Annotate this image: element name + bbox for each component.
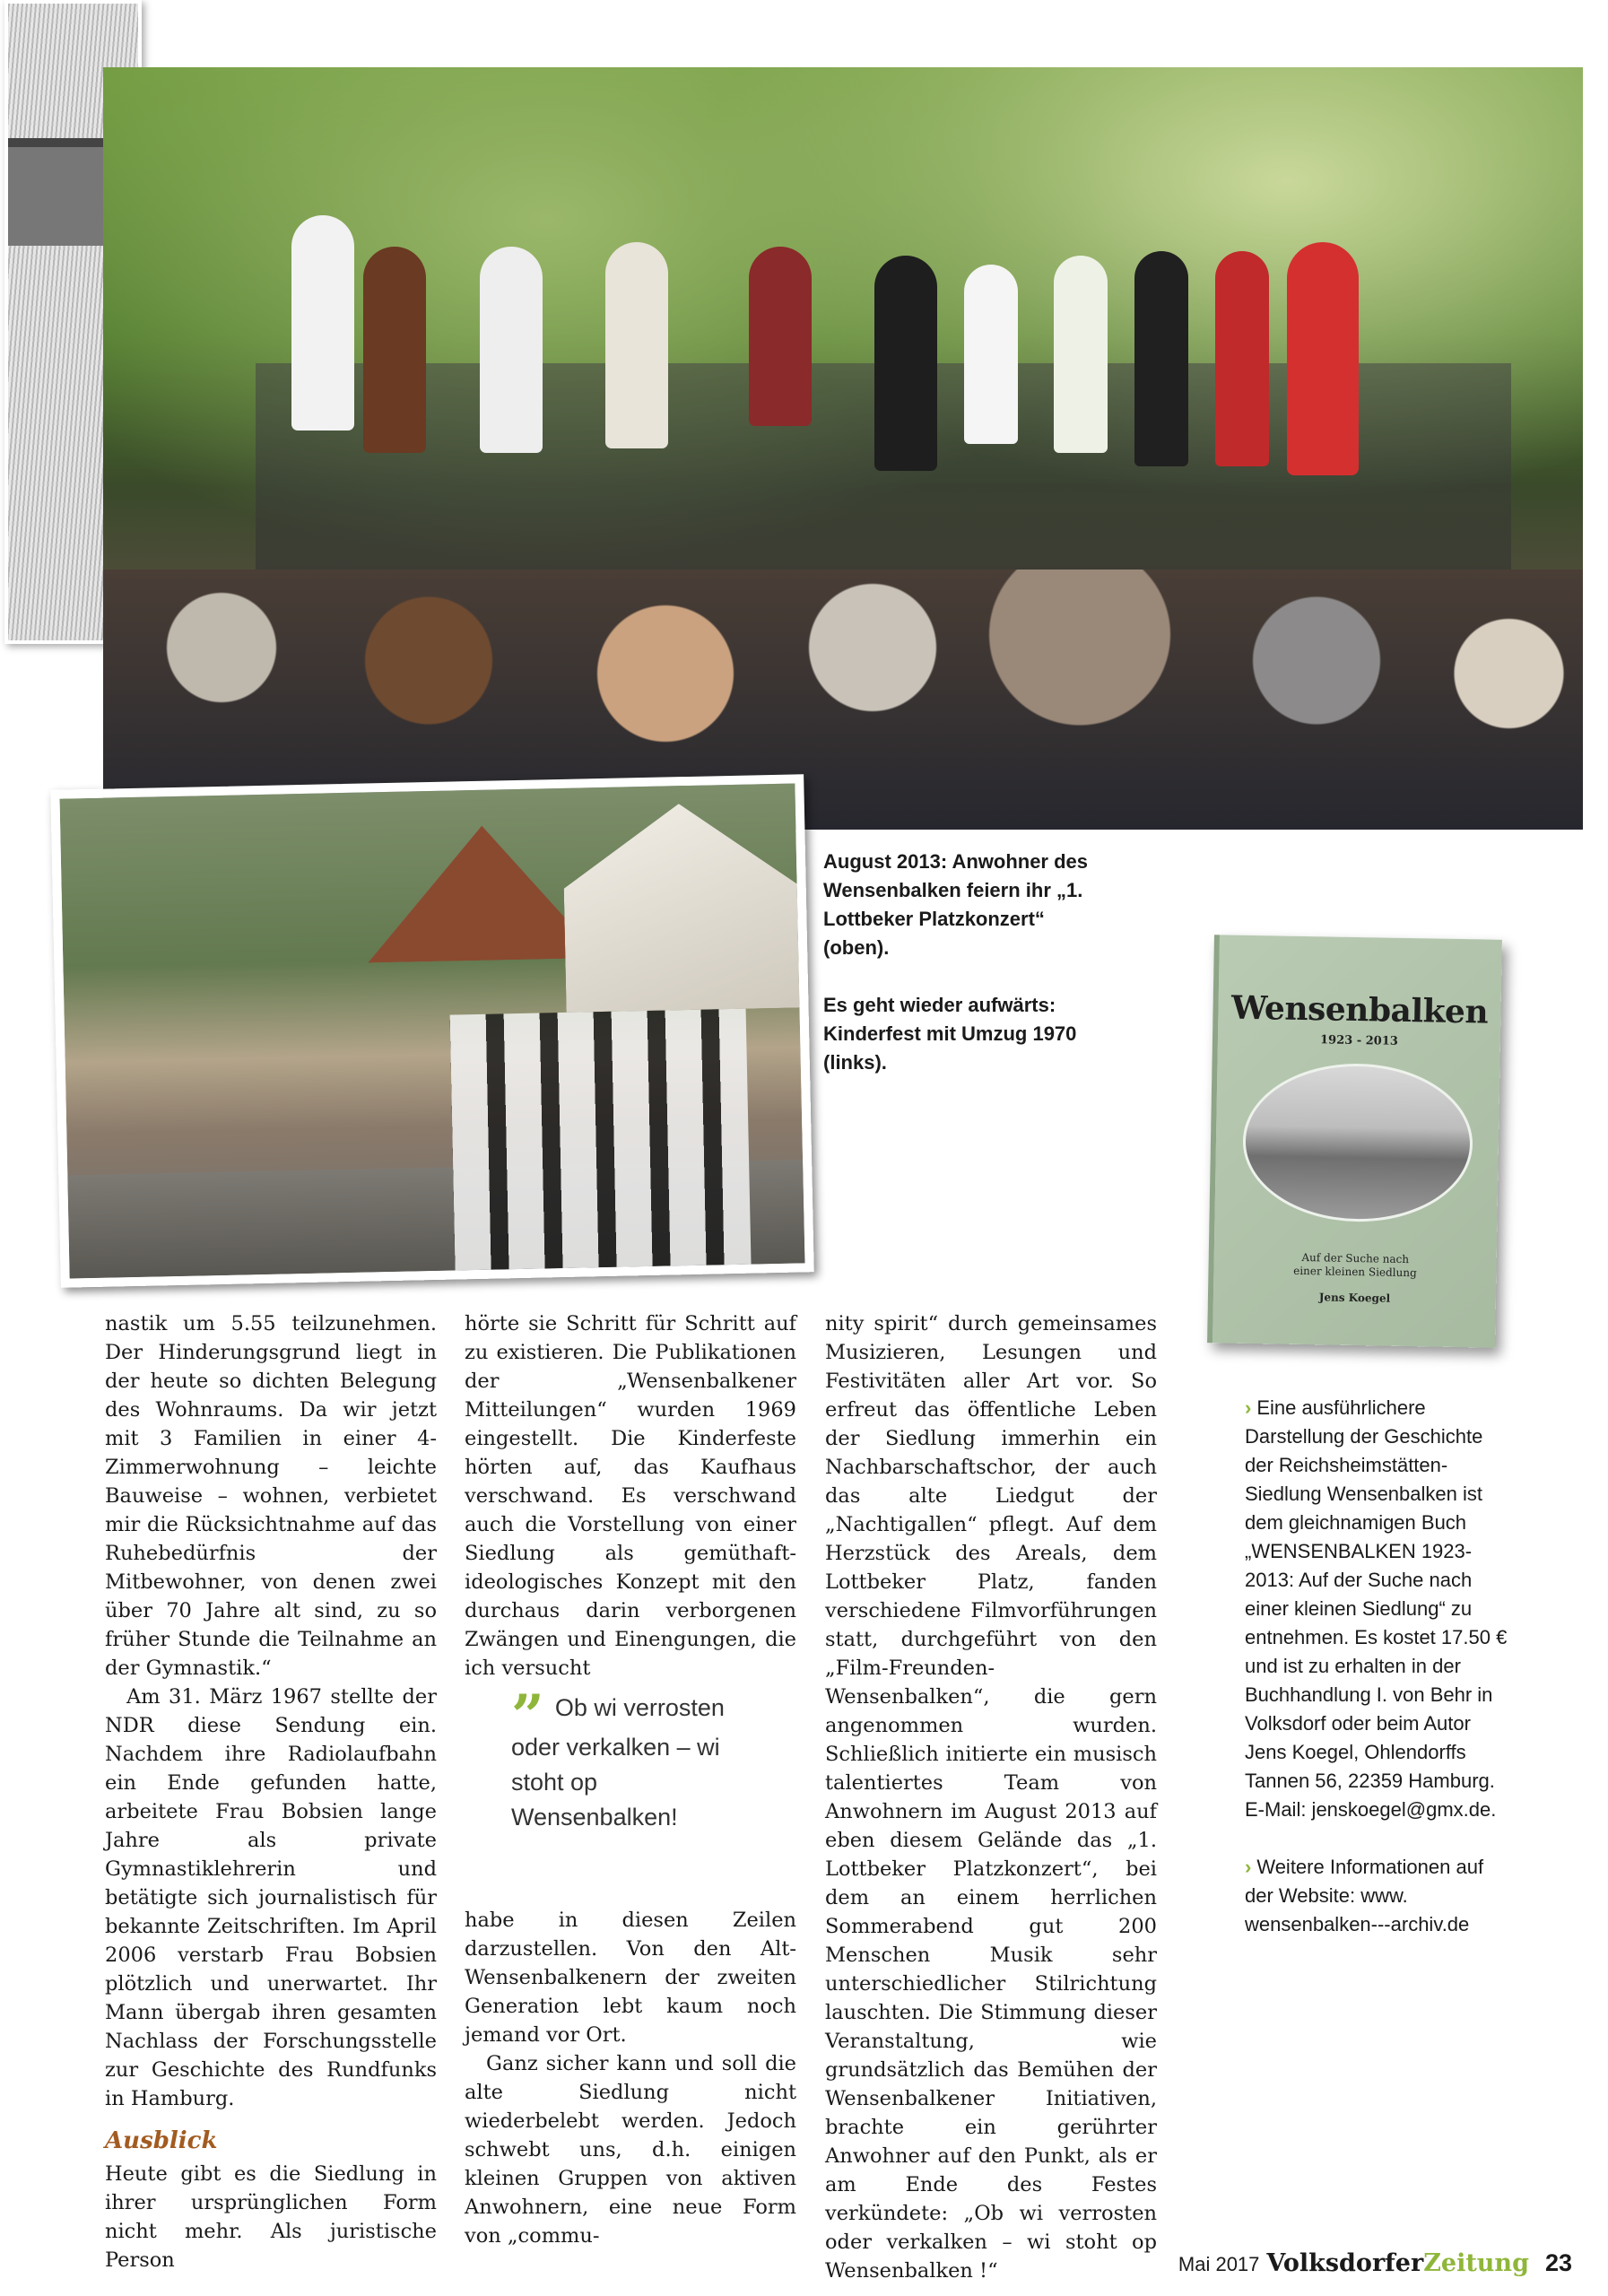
info-sidebar (1245, 1394, 1514, 1968)
sidebar-item-website-text: Weitere Informationen auf der Website: www. wensenbalken---archiv.de (1245, 1856, 1484, 1935)
book-cover (1207, 935, 1502, 1348)
quote-mark-icon: ” (511, 1683, 544, 1750)
book-subtitle-line1: Auf der Suche nach (1301, 1250, 1410, 1266)
caption-concert: August 2013: Anwohner des Wensenbalken feiern ihr „1. Lottbeker Platzkonzert“ (oben). (823, 850, 1089, 959)
musician-figure (749, 247, 812, 426)
paragraph: Heute gibt es die Siedlung in ihrer ursprünglichen Form nicht mehr. Als juristische Person (105, 2162, 437, 2272)
singer-figure (874, 256, 937, 471)
musician-figure (291, 215, 354, 430)
sidebar-item-book-text: Eine ausführlichere Darstellung der Geschichte der Reichsheimstätten-Siedlung Wensenbalken ist dem gleichnamigen Buch „WENSENBALKEN 1923-2013: Auf der Suche nach einer kleinen Siedlung“ zu entnehmen. Es kostet 17.50 € und ist zu erhalten in der Buchhandlung I. von Behr in Volksdorf oder beim Autor Jens Koegel, Ohlendorffs Tannen 56, 22359 Hamburg. E-Mail: jenskoegel@gmx.de. (1245, 1396, 1508, 1821)
section-heading-ausblick: Ausblick (105, 2127, 218, 2154)
paragraph: Am 31. März 1967 stellte der NDR diese Sendung ein. Nachdem ihre Radiolaufbahn ein Ende gefunden hatte, arbeitete Frau Bobsien lange Jahre als private Gymnastiklehrerin und betätigte sich journalistisch für bekannte Zeitschriften. Im April 2006 verstarb Frau Bobsien plötzlich und unerwartet. Ihr Mann übergab ihren gesamten Nachlass der Forschungsstelle zur Geschichte des Rundfunks in Hamburg. (105, 1685, 437, 2110)
chevron-right-icon: › (1245, 1396, 1252, 1419)
footer-brand-volksdorfer: Volksdorfer (1266, 2249, 1424, 2277)
double-bass (363, 247, 426, 453)
book-years: 1923 - 2013 (1319, 1033, 1398, 1048)
book-subtitle-line2: einer kleinen Siedlung (1293, 1264, 1417, 1280)
musician-figure (605, 242, 668, 448)
singer-figure (964, 265, 1018, 444)
text-column-1 (105, 1309, 437, 2274)
book-subtitle (1213, 1249, 1496, 1281)
book-author: Jens Koegel (1318, 1291, 1391, 1305)
footer-date: Mai 2017 (1178, 2253, 1260, 2275)
sidebar-item-website (1245, 1853, 1514, 1939)
paragraph: Ganz sicher kann und soll die alte Siedlung nicht wiederbelebt werden. Jedoch schwebt uns, d.h. einigen kleinen Gruppen von aktiven Anwohnern, eine neue Form von „commu- (465, 2052, 796, 2248)
parade-photo-house (562, 801, 800, 1012)
singer-figure (1215, 251, 1269, 466)
parade-photo (50, 774, 813, 1287)
parade-brass-band (450, 1009, 752, 1271)
page-footer (1178, 2249, 1572, 2277)
caption-parade: Es geht wieder aufwärts: Kinderfest mit Umzug 1970 (links). (823, 994, 1077, 1074)
paragraph: nity spirit“ durch gemeinsames Musizieren, Lesungen und Festivitäten aller Art vor. So erfreut das öffentliche Leben der Siedlung immerhin ein Nachbarschaftschor, der auch das alte Liedgut der „Nachtigallen“ pflegt. Auf dem Herzstück des Areals, dem Lottbeker Platz, fanden verschiedene Filmvorführungen statt, durchgeführt von den „Film-Freunden-Wensenbalken“, die gern angenommen wurden. Schließlich initierte ein musisch talentiertes Team von Anwohnern im August 2013 auf eben diesem Gelände das „1. Lottbeker Platzkonzert“, bei dem an einem herrlichen Sommerabend gut 200 Menschen Musik sehr unterschiedlicher Stilrichtung lauschten. Die Stimmung dieser Veranstaltung, wie grundsätzlich das Bemühen der Wensenbalkener Initiativen, brachte ein gerührter Anwohner auf den Punkt, als er am Ende des Festes verkündete: „Ob wi verrosten oder verkalken – wi stoht op Wensenbalken !“ (825, 1312, 1157, 2283)
text-column-3 (825, 1309, 1157, 2285)
text-column-2 (465, 1309, 796, 1683)
text-column-2-continued (465, 1906, 796, 2250)
pull-quote (511, 1683, 753, 1835)
paragraph: nastik um 5.55 teilzunehmen. Der Hinderungsgrund liegt in der heute so dichten Belegung des Wohnraums. Da wir jetzt mit 3 Familien in einer 4-Zimmerwohnung – leichte Bauweise – wohnen, verbietet mir die Rücksichtnahme auf das Ruhebedürfnis der Mitbewohner, von denen zwei über 70 Jahre alt sind, zu so früher Stunde die Teilnahme an der Gymnastik.“ (105, 1312, 437, 1680)
paragraph: hörte sie Schritt für Schritt auf zu existieren. Die Publikationen der „Wensenbalkener Mitteilungen“ wurden 1969 eingestellt. Die Kinderfeste hörten auf, das Kaufhaus verschwand. Es verschwand auch die Vorstellung von einer Siedlung als gemüthaft-ideologisches Konzept mit den durchaus darin verborgenen Zwängen und Einengungen, die ich versucht (465, 1312, 796, 1680)
footer-brand-zeitung: Zeitung (1423, 2249, 1529, 2277)
musician-figure (480, 247, 543, 453)
chevron-right-icon: › (1245, 1856, 1252, 1878)
singer-figure (1134, 251, 1188, 466)
page-number: 23 (1544, 2249, 1572, 2276)
book-title: Wensenbalken (1230, 988, 1489, 1031)
photo-captions (823, 848, 1092, 1106)
pull-quote-text: Ob wi verrosten oder verkalken – wi stoht op Wensenbalken! (511, 1694, 725, 1831)
sidebar-item-book-info (1245, 1394, 1514, 1824)
singer-figure (1054, 256, 1108, 453)
paragraph: habe in diesen Zeilen darzustellen. Von den Alt-Wensenbalkenern der zweiten Generation lebt kaum noch jemand vor Ort. (465, 1909, 796, 2047)
singer-figure (1287, 242, 1359, 475)
book-cover-photo (1241, 1062, 1473, 1223)
concert-photo (103, 67, 1583, 830)
